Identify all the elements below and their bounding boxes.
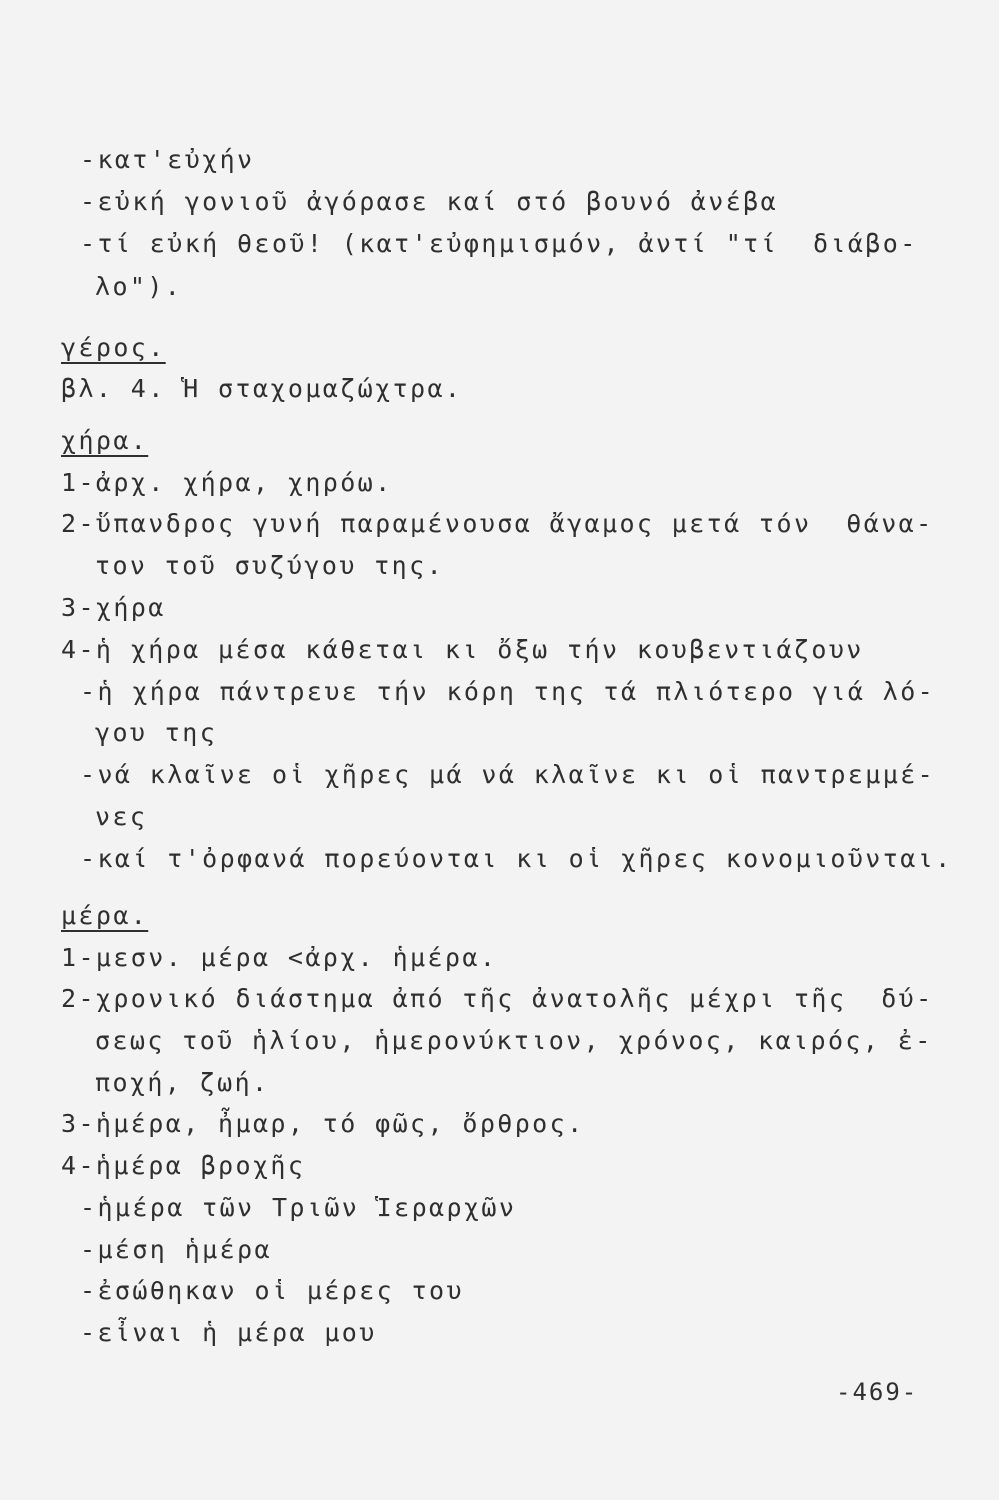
text-line: σεως τοῦ ἡλίου, ἡμερονύκτιον, χρόνος, καιρός, ἐ- — [95, 1026, 933, 1055]
text-line: ποχή, ζωή. — [95, 1068, 270, 1097]
text-line: -ἡ χήρα πάντρευε τήν κόρη της τά πλιότερο γιά λό- — [80, 677, 936, 706]
text-line: -ἐσώθηκαν οἱ μέρες του — [80, 1276, 464, 1305]
text-line: 2-χρονικό διάστημα ἀπό τῆς ἀνατολῆς μέχρι τῆς δύ- — [61, 984, 934, 1013]
text-line: βλ. 4. Ἡ σταχομαζώχτρα. — [61, 374, 463, 403]
text-line: 3-χήρα — [61, 593, 166, 622]
page-number: -469- — [836, 1378, 919, 1406]
headword: μέρα. — [61, 901, 149, 930]
text-line: -ἡμέρα τῶν Τριῶν Ἱεραρχῶν — [80, 1193, 517, 1222]
text-line: -τί εὐκή θεοῦ! (κατ'εὐφημισμόν, ἀντί "τί διάβο- — [80, 229, 918, 258]
text-line: -καί τ'ὀρφανά πορεύονται κι οἱ χῆρες κονομιοῦνται. — [80, 844, 953, 873]
text-line: γου της — [95, 718, 218, 747]
text-line: τον τοῦ συζύγου της. — [95, 551, 445, 580]
text-line: -νά κλαῖνε οἱ χῆρες μά νά κλαῖνε κι οἱ παντρεμμέ- — [80, 760, 936, 789]
text-line: λο"). — [95, 272, 183, 301]
text-line: -κατ'εὐχήν — [80, 145, 255, 174]
text-line: 4-ἡμέρα βροχῆς — [61, 1151, 306, 1180]
text-line: 4-ἡ χήρα μέσα κάθεται κι ὄξω τήν κουβεντιάζουν — [61, 635, 864, 664]
text-line: -μέση ἡμέρα — [80, 1235, 272, 1264]
text-line: 3-ἡμέρα, ἦμαρ, τό φῶς, ὄρθρος. — [61, 1109, 585, 1138]
text-line: νες — [95, 802, 148, 831]
text-line: -εὐκή γονιοῦ ἀγόρασε καί στό βουνό ἀνέβα — [80, 187, 779, 216]
text-line: -εἶναι ἡ μέρα μου — [80, 1318, 377, 1347]
text-line: 1-ἀρχ. χήρα, χηρόω. — [61, 468, 393, 497]
text-line: 1-μεσν. μέρα <ἀρχ. ἡμέρα. — [61, 943, 498, 972]
text-line: 2-ὕπανδρος γυνή παραμένουσα ἄγαμος μετά τόν θάνα- — [61, 509, 934, 538]
headword: χήρα. — [61, 426, 149, 455]
headword: γέρος. — [61, 333, 166, 362]
